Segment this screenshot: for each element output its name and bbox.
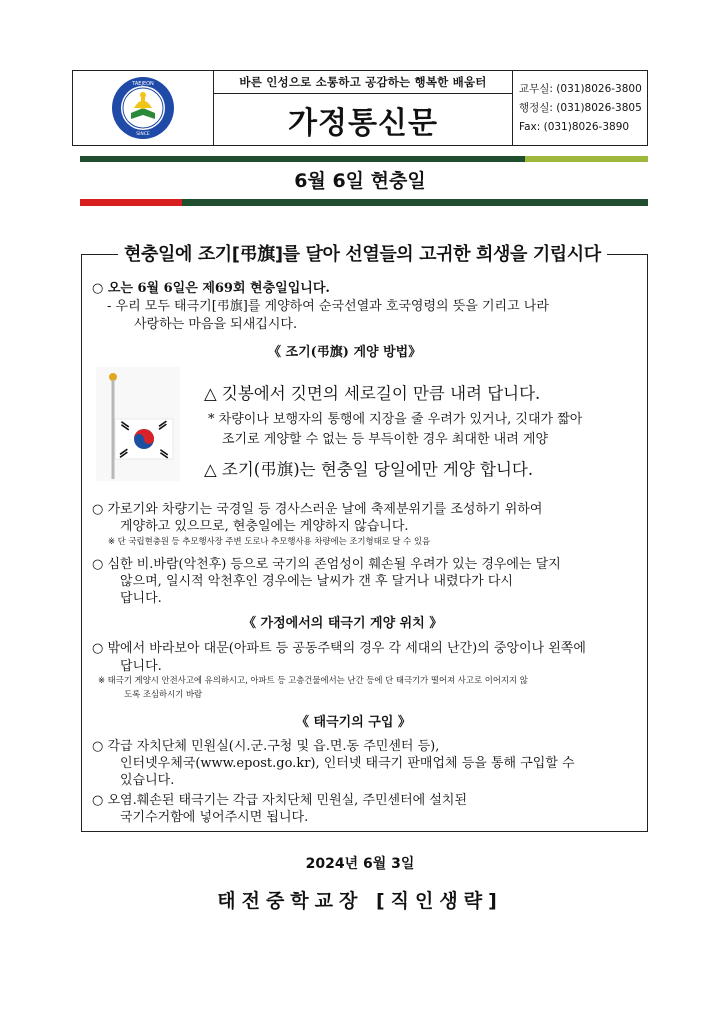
logo-cell — [73, 71, 214, 145]
weather-line-1: ○ 심한 비.바람(악천후) 등으로 국기의 존엄성이 훼손될 우려가 있는 경우에는 달지 — [92, 557, 561, 572]
principal-signature: 태전중학교장 [직인생략] — [217, 890, 503, 912]
svg-text:SINCE: SINCE — [136, 132, 150, 137]
home-position-line-2: 답니다. — [120, 659, 162, 674]
divider-bar-top-dark — [80, 156, 525, 162]
rule-note-1: * 차량이나 보행자의 통행에 지장을 줄 우려가 있거나, 깃대가 짧아 — [208, 412, 583, 427]
rule-lower-flag: △ 깃봉에서 깃면의 세로길이 만큼 내려 답니다. — [204, 384, 541, 403]
divider-bar-bottom-red — [80, 199, 182, 206]
weather-line-2: 않으며, 일시적 악천후인 경우에는 날씨가 갠 후 달거나 내렸다가 다시 — [120, 574, 513, 589]
contact-admin: 행정실: (031)8026-3805 — [519, 101, 642, 114]
issue-date: 2024년 6월 3일 — [305, 856, 415, 872]
disposal-line-1: ○ 오염.훼손된 태극기는 각급 자치단체 민원실, 주민센터에 설치된 — [92, 793, 468, 808]
school-emblem-icon — [110, 75, 176, 141]
rule-only-on-day: △ 조기(弔旗)는 현충일 당일에만 게양 합니다. — [204, 460, 534, 479]
document-type-title: 가정통신문 — [288, 105, 438, 141]
rule-note-2: 조기로 게양할 수 없는 등 부득이한 경우 최대한 내려 게양 — [222, 432, 549, 447]
intro-line-2: - 우리 모두 태극기[弔旗]를 게양하여 순국선열과 호국영령의 뜻을 기리고 나라 — [107, 299, 549, 314]
safety-note-1: ※ 태극기 게양시 안전사고에 유의하시고, 아파트 등 고층건물에서는 난간 등에 단 태극기가 떨어져 사고로 이어지지 않 — [98, 675, 528, 685]
document-title: 6월 6일 현충일 — [294, 170, 426, 192]
car-flag-line-2: 게양하고 있으므로, 현충일에는 게양하지 않습니다. — [120, 519, 409, 534]
section-heading-purchase: 《 태극기의 구입 》 — [296, 715, 411, 730]
divider-bar-bottom-dark — [182, 199, 648, 206]
section-heading-method: 《 조기(弔旗) 게양 방법》 — [268, 345, 422, 360]
disposal-line-2: 국기수거함에 넣어주시면 됩니다. — [120, 810, 309, 825]
safety-note-2: 도록 조심하시기 바람 — [124, 689, 203, 699]
flag-illustration — [96, 367, 180, 481]
intro-line-3: 사랑하는 마음을 되새깁시다. — [134, 317, 298, 332]
header-middle — [214, 71, 513, 145]
headline: 현충일에 조기[弔旗]를 달아 선열들의 고귀한 희생을 기립시다 — [118, 240, 607, 266]
school-slogan: 바른 인성으로 소통하고 공감하는 행복한 배움터 — [214, 71, 512, 94]
purchase-line-1: ○ 각급 자치단체 민원실(시.군.구청 및 읍.면.동 주민센터 등), — [92, 739, 440, 754]
intro-line-1: ○ 오는 6월 6일은 제69회 현충일입니다. — [92, 281, 330, 296]
weather-line-3: 답니다. — [120, 591, 162, 606]
purchase-line-3: 있습니다. — [120, 773, 175, 788]
home-position-line-1: ○ 밖에서 바라보아 대문(아파트 등 공동주택의 경우 각 세대의 난간)의 중앙이나 왼쪽에 — [92, 641, 586, 656]
section-heading-home-position: 《 가정에서의 태극기 게양 위치 》 — [243, 616, 443, 631]
car-flag-note: ※ 단 국립현충원 등 추모행사장 주변 도로나 추모행사용 차량에는 조기형태로 달 수 있음 — [108, 536, 431, 546]
contact-info — [513, 71, 647, 145]
taegukgi-half-mast-icon — [96, 367, 180, 481]
contact-office: 교무실: (031)8026-3800 — [519, 82, 642, 95]
header-table — [72, 70, 648, 146]
car-flag-line-1: ○ 가로기와 차량기는 국경일 등 경사스러운 날에 축제분위기를 조성하기 위하여 — [92, 502, 543, 517]
svg-text:TAEJEON: TAEJEON — [132, 81, 154, 87]
purchase-line-2: 인터넷우체국(www.epost.go.kr), 인터넷 태극기 판매업체 등을 통해 구입할 수 — [120, 756, 575, 771]
divider-bar-top-light — [525, 156, 648, 162]
contact-fax: Fax: (031)8026-3890 — [519, 120, 630, 133]
